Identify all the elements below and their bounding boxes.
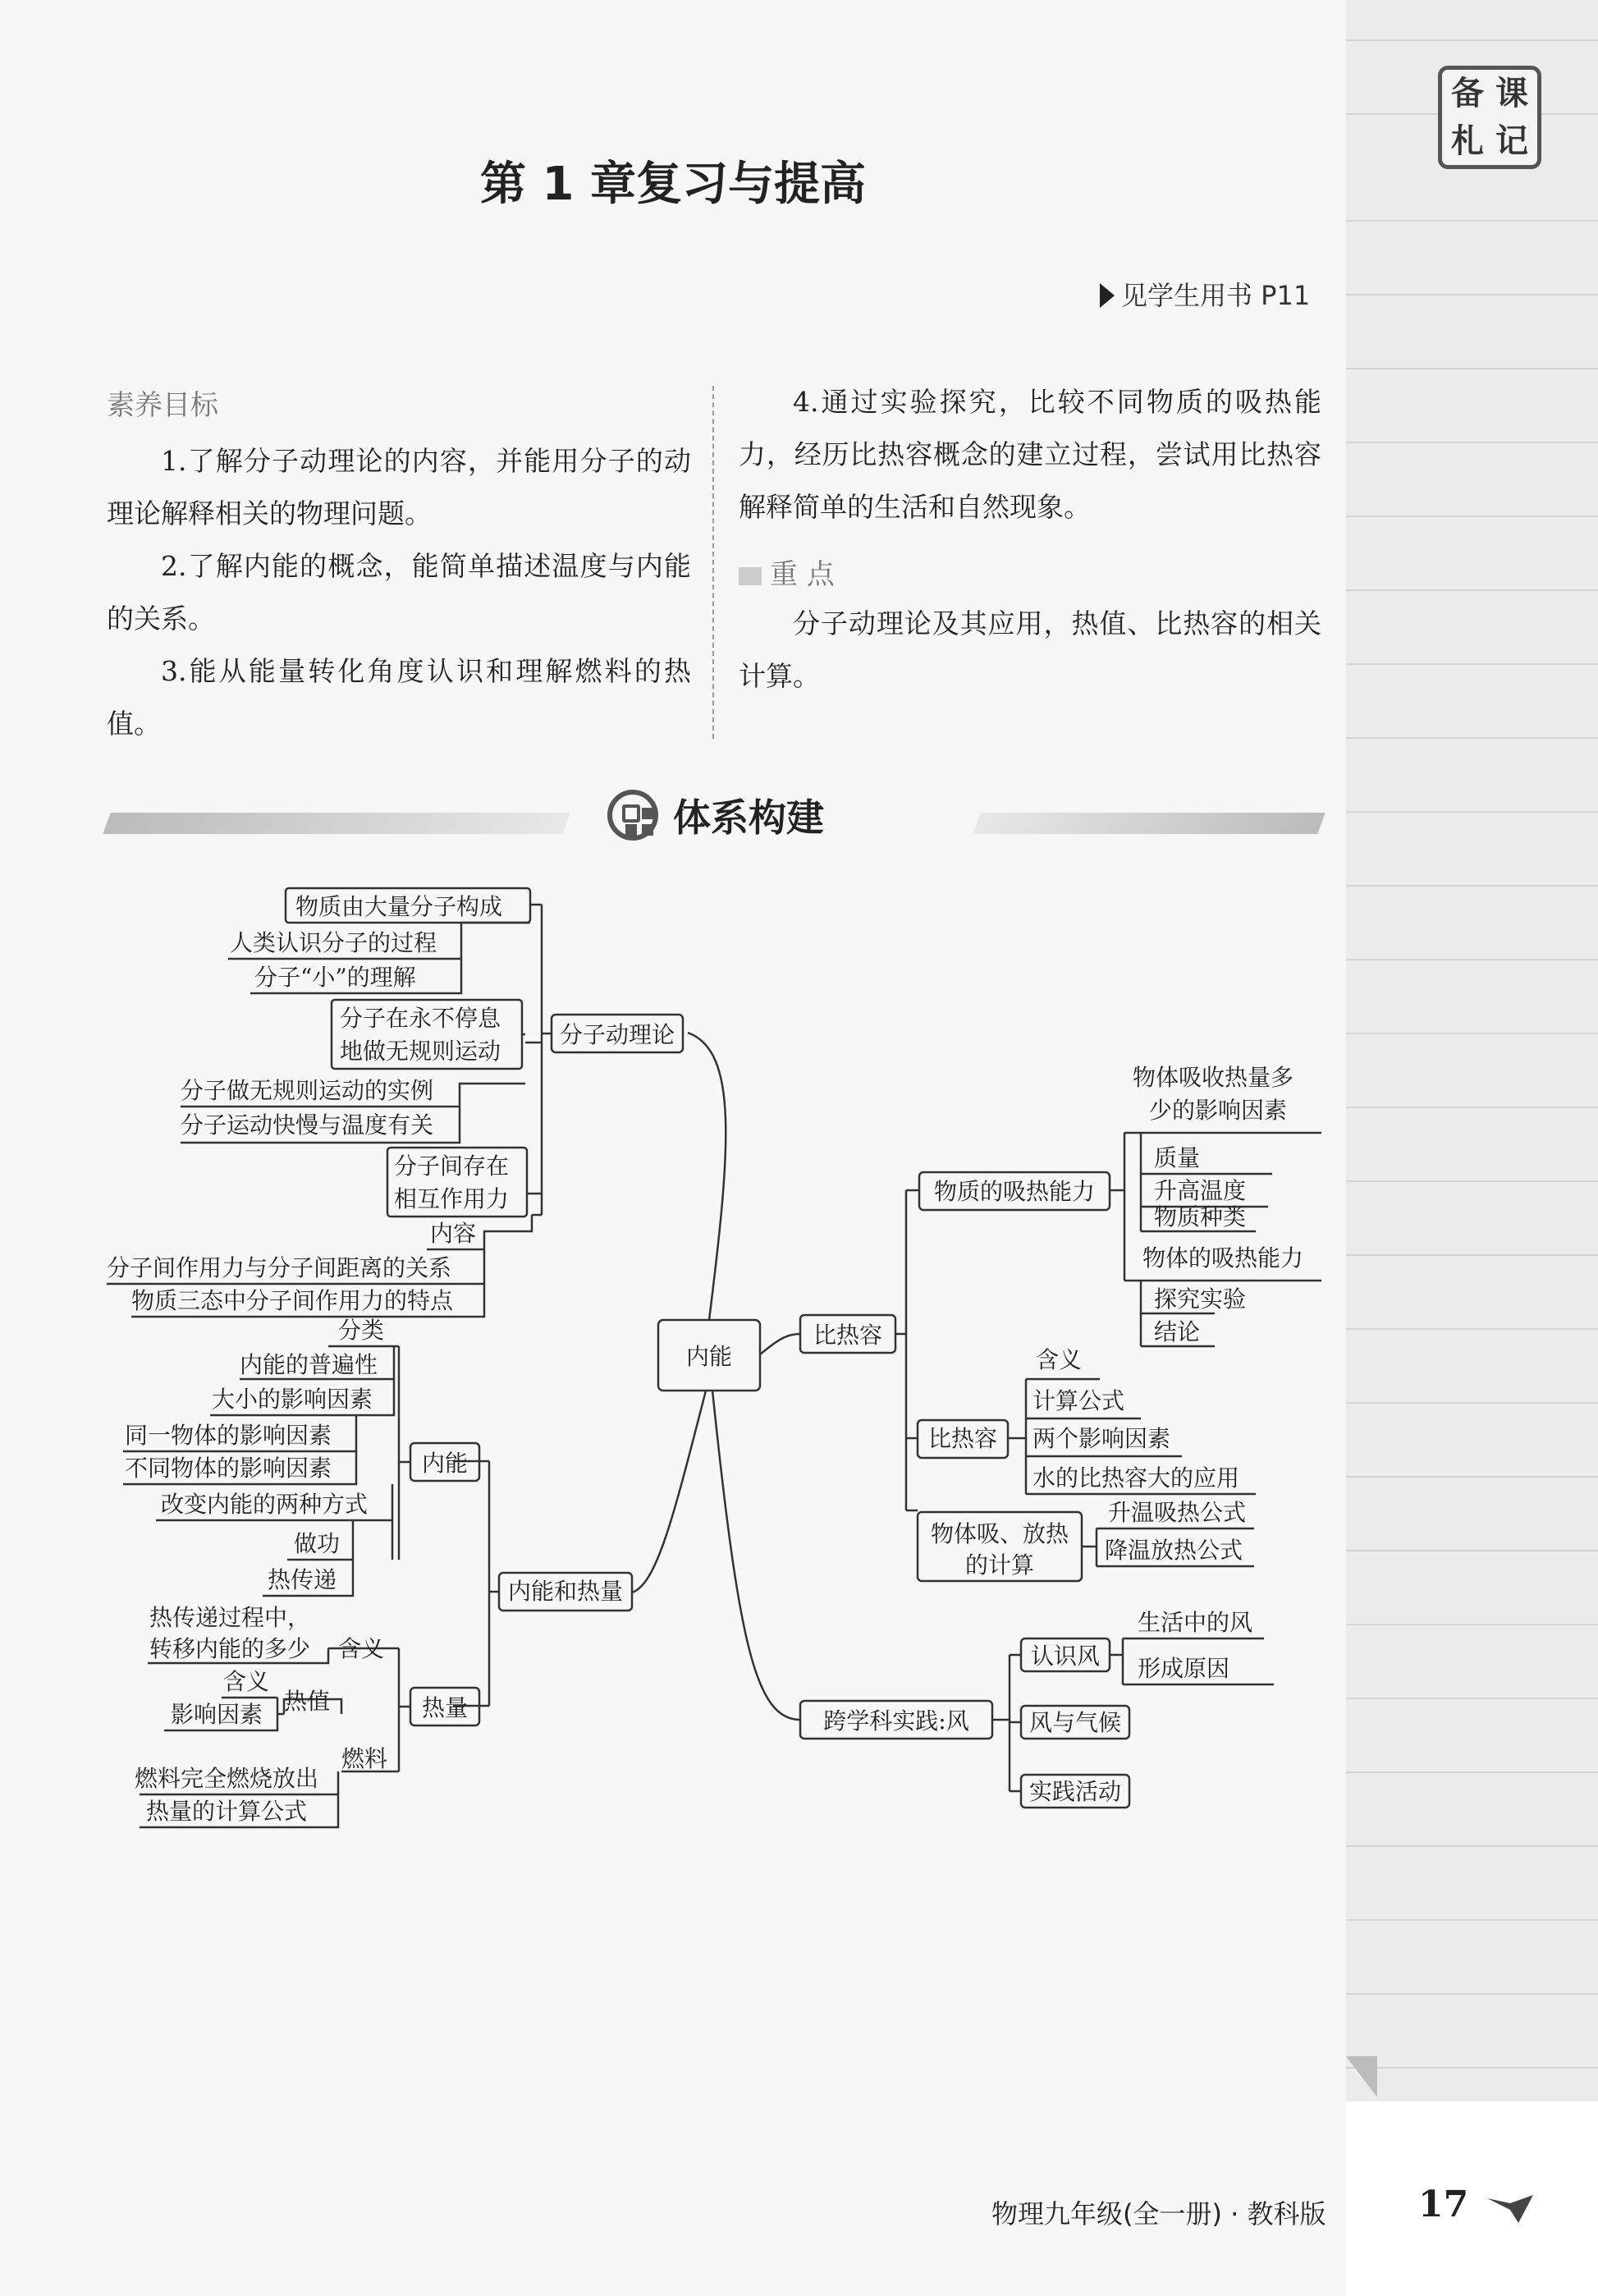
map-leaf: 物质由大量分子构成 bbox=[295, 893, 503, 920]
map-leaf: 转移内能的多少 bbox=[149, 1635, 311, 1662]
map-leaf: 热值 bbox=[284, 1688, 331, 1715]
map-node-climate: 风与气候 bbox=[1028, 1709, 1122, 1736]
map-leaf: 形成原因 bbox=[1138, 1655, 1230, 1682]
map-leaf: 相互作用力 bbox=[394, 1185, 510, 1212]
map-leaf: 含义 bbox=[338, 1635, 385, 1662]
map-node-calc: 的计算 bbox=[964, 1551, 1035, 1579]
map-leaf: 燃料 bbox=[341, 1745, 388, 1772]
map-leaf: 热量的计算公式 bbox=[146, 1798, 308, 1825]
map-leaf: 物体吸收热量多 bbox=[1133, 1064, 1294, 1091]
key-points-text: 分子动理论及其应用，热值、比热容的相关计算。 bbox=[739, 607, 1321, 692]
map-leaf: 质量 bbox=[1154, 1144, 1201, 1171]
map-node-internal-heat: 内能和热量 bbox=[507, 1578, 624, 1605]
map-leaf: 分子运动快慢与温度有关 bbox=[181, 1111, 434, 1139]
map-link-molecular bbox=[688, 1033, 726, 1320]
map-leaf: 同一物体的影响因素 bbox=[125, 1422, 332, 1449]
goal-item: 3.能从能量转化角度认识和理解燃料的热值。 bbox=[107, 655, 691, 740]
map-leaf: 热传递 bbox=[268, 1566, 337, 1593]
bird-logo-icon bbox=[1486, 2192, 1535, 2225]
map-leaf: 降温放热公式 bbox=[1105, 1537, 1243, 1564]
map-leaf: 生活中的风 bbox=[1138, 1609, 1253, 1636]
key-points-label: 重 点 bbox=[739, 552, 835, 592]
map-node-know: 认识风 bbox=[1030, 1643, 1101, 1670]
map-link-specific-heat bbox=[760, 1334, 800, 1354]
map-leaf: 结论 bbox=[1154, 1318, 1201, 1345]
bracket-absorb bbox=[1110, 1133, 1321, 1346]
map-link-wind bbox=[712, 1391, 800, 1720]
map-leaf: 分子“小”的理解 bbox=[254, 964, 416, 991]
map-leaf: 含义 bbox=[223, 1668, 270, 1695]
map-node-specific-heat: 比热容 bbox=[813, 1322, 883, 1349]
map-leaf: 改变内能的两种方式 bbox=[161, 1491, 369, 1518]
map-leaf: 升温吸热公式 bbox=[1108, 1499, 1247, 1526]
map-leaf: 燃料完全燃烧放出 bbox=[135, 1765, 319, 1792]
bracket-internal bbox=[210, 1346, 410, 1560]
map-leaf: 少的影响因素 bbox=[1149, 1097, 1288, 1124]
map-node-c: 比热容 bbox=[927, 1425, 998, 1452]
map-leaf: 人类认识分子的过程 bbox=[230, 929, 437, 956]
bracket-internal-heat bbox=[453, 1461, 499, 1706]
map-leaf: 探究实验 bbox=[1154, 1285, 1247, 1313]
map-leaf: 做功 bbox=[294, 1530, 341, 1557]
map-leaf: 分子在永不停息 bbox=[340, 1005, 501, 1032]
notes-margin bbox=[1346, 0, 1598, 2101]
map-leaf: 分子间存在 bbox=[394, 1153, 510, 1180]
chapter-title: 第 1 章复习与提高 bbox=[480, 158, 866, 211]
bracket-wind bbox=[992, 1655, 1021, 1791]
map-node-activity: 实践活动 bbox=[1028, 1778, 1122, 1805]
map-leaf: 热传递过程中， bbox=[149, 1604, 311, 1631]
map-leaf: 物质三态中分子间作用力的特点 bbox=[131, 1287, 454, 1314]
map-node-heat: 热量 bbox=[421, 1694, 469, 1721]
map-node-wind: 跨学科实践:风 bbox=[823, 1707, 969, 1735]
goals-label: 素养目标 bbox=[107, 389, 218, 422]
map-node-calc: 物体吸、放热 bbox=[930, 1520, 1069, 1547]
goal-item: 2.了解内能的概念，能简单描述温度与内能的关系。 bbox=[107, 550, 691, 635]
map-node-internal: 内能 bbox=[421, 1450, 469, 1477]
map-leaf: 物体的吸热能力 bbox=[1142, 1244, 1304, 1272]
map-leaf: 内容 bbox=[430, 1220, 477, 1247]
map-leaf: 大小的影响因素 bbox=[212, 1386, 373, 1413]
map-leaf: 计算公式 bbox=[1033, 1387, 1125, 1414]
map-leaf: 分子间作用力与分子间距离的关系 bbox=[107, 1254, 452, 1281]
map-node-absorb: 物质的吸热能力 bbox=[933, 1178, 1096, 1205]
map-leaf: 影响因素 bbox=[171, 1701, 263, 1728]
map-leaf: 升高温度 bbox=[1154, 1177, 1247, 1204]
notes-corner-fold bbox=[1346, 2056, 1377, 2097]
map-leaf: 含义 bbox=[1036, 1346, 1083, 1373]
notes-badge: 备 课 札 记 bbox=[1438, 66, 1541, 169]
goal-item: 4.通过实验探究，比较不同物质的吸热能力，经历比热容概念的建立过程，尝试用比热容解释简单的生活和自然现象。 bbox=[739, 386, 1321, 523]
map-node-molecular: 分子动理论 bbox=[559, 1021, 675, 1048]
map-leaf: 地做无规则运动 bbox=[340, 1038, 501, 1065]
map-root: 内能 bbox=[685, 1343, 733, 1370]
page-number: 17 bbox=[1418, 2184, 1469, 2225]
map-link-internal-heat bbox=[632, 1391, 706, 1593]
student-book-reference[interactable]: 见学生用书 P11 bbox=[1100, 275, 1310, 313]
map-leaf: 物质种类 bbox=[1154, 1203, 1247, 1230]
section-title: 体系构建 bbox=[591, 788, 840, 842]
map-leaf: 不同物体的影响因素 bbox=[125, 1455, 332, 1482]
goal-item: 1.了解分子动理论的内容，并能用分子的动理论解释相关的物理问题。 bbox=[107, 445, 691, 529]
map-leaf: 水的比热容大的应用 bbox=[1033, 1464, 1240, 1492]
footer-book-title: 物理九年级(全一册) · 教科版 bbox=[991, 2198, 1326, 2230]
map-leaf: 分子做无规则运动的实例 bbox=[181, 1077, 434, 1104]
map-leaf: 内能的普遍性 bbox=[240, 1351, 378, 1378]
bracket-molecular bbox=[525, 905, 552, 1215]
map-leaf: 分类 bbox=[338, 1317, 385, 1344]
map-leaf: 两个影响因素 bbox=[1033, 1425, 1171, 1452]
bracket-specific-heat bbox=[895, 1190, 919, 1510]
